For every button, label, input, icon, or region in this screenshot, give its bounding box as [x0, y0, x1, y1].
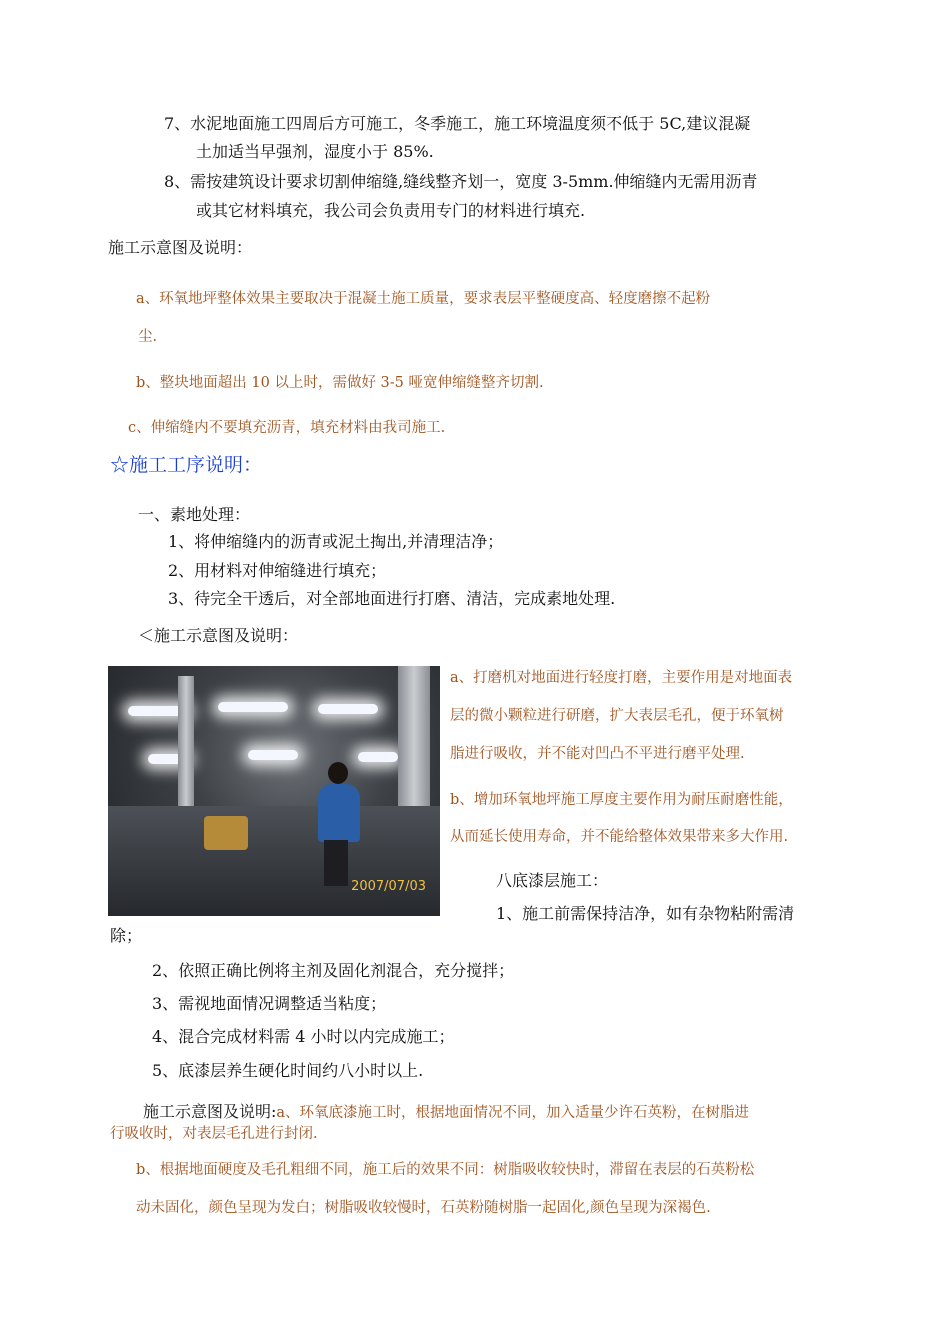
step-8-heading: 八底漆层施工：	[496, 871, 609, 890]
item-7-line1: 7、水泥地面施工四周后方可施工，冬季施工，施工环境温度须不低于 5C,建议混凝	[164, 114, 751, 133]
grinding-photo	[108, 666, 440, 916]
step-1-heading: 一、素地处理：	[138, 505, 251, 524]
photo-note-a-line1: a、打磨机对地面进行轻度打磨，主要作用是对地面表	[450, 670, 793, 686]
step-8-item-4: 4、混合完成材料需 4 小时以内完成施工；	[152, 1027, 455, 1046]
item-8-line2: 或其它材料填充，我公司会负责用专门的材料进行填充.	[196, 201, 586, 220]
step-1-item-3: 3、待完全干透后，对全部地面进行打磨、清洁，完成素地处理.	[168, 589, 616, 608]
step-8-item-2: 2、依照正确比例将主剂及固化剂混合，充分搅拌；	[152, 961, 515, 980]
photo-note-a-line3: 脂进行吸收，并不能对凹凸不平进行磨平处理.	[450, 746, 745, 762]
item-7-line2: 土加适当早强剂，湿度小于 85%.	[196, 142, 434, 161]
step-8-item-1-line1: 1、施工前需保持洁净，如有杂物粘附需清	[496, 904, 795, 923]
step-1-item-2: 2、用材料对伸缩缝进行填充；	[168, 561, 387, 580]
diagram-3-note-a-line1: a、环氧底漆施工时，根据地面情况不同，加入适量少许石英粉，在树脂进	[276, 1105, 750, 1121]
note-c: c、伸缩缝内不要填充沥青，填充材料由我司施工.	[128, 420, 446, 436]
diagram-3-note-b-line1: b、根据地面硬度及毛孔粗细不同，施工后的效果不同：树脂吸收较快时，滞留在表层的石英粉松	[136, 1162, 755, 1178]
section-title: ☆施工工序说明：	[110, 454, 263, 476]
photo-note-a-line2: 层的微小颗粒进行研磨，扩大表层毛孔，便于环氧树	[450, 708, 784, 724]
step-1-item-1: 1、将伸缩缝内的沥青或泥土掏出,并清理洁净；	[168, 532, 504, 551]
diagram-3-note-a-line2: 行吸收时，对表层毛孔进行封闭.	[110, 1126, 318, 1142]
diagram-3-note-b-line2: 动未固化，颜色呈现为发白；树脂吸收较慢时，石英粉随树脂一起固化,颜色呈现为深褐色.	[136, 1200, 711, 1216]
diagram-heading-1: 施工示意图及说明：	[108, 238, 253, 257]
date-stamp: 2007/07/03	[351, 879, 426, 894]
diagram-heading-3-line1	[143, 1102, 749, 1123]
note-a-line2: 尘.	[138, 329, 158, 345]
note-a-line1: a、环氧地坪整体效果主要取决于混凝土施工质量，要求表层平整硬度高、轻度磨擦不起粉	[136, 291, 711, 307]
item-8-line1: 8、需按建筑设计要求切割伸缩缝,缝线整齐划一，宽度 3-5mm.伸缩缝内无需用沥青	[164, 172, 758, 191]
step-8-item-5: 5、底漆层养生硬化时间约八小时以上.	[152, 1061, 424, 1080]
step-8-item-3: 3、需视地面情况调整适当粘度；	[152, 994, 387, 1013]
step-8-item-1-line2: 除；	[110, 926, 143, 945]
photo-note-b-line1: b、增加环氧地坪施工厚度主要作用为耐压耐磨性能，	[450, 792, 793, 808]
diagram-heading-3: 施工示意图及说明:	[143, 1102, 277, 1121]
photo-note-b-line2: 从而延长使用寿命，并不能给整体效果带来多大作用.	[450, 829, 789, 845]
note-b: b、整块地面超出 10 以上时，需做好 3-5 哑宽伸缩缝整齐切割.	[136, 375, 544, 391]
diagram-heading-2: ＜施工示意图及说明：	[138, 626, 299, 645]
